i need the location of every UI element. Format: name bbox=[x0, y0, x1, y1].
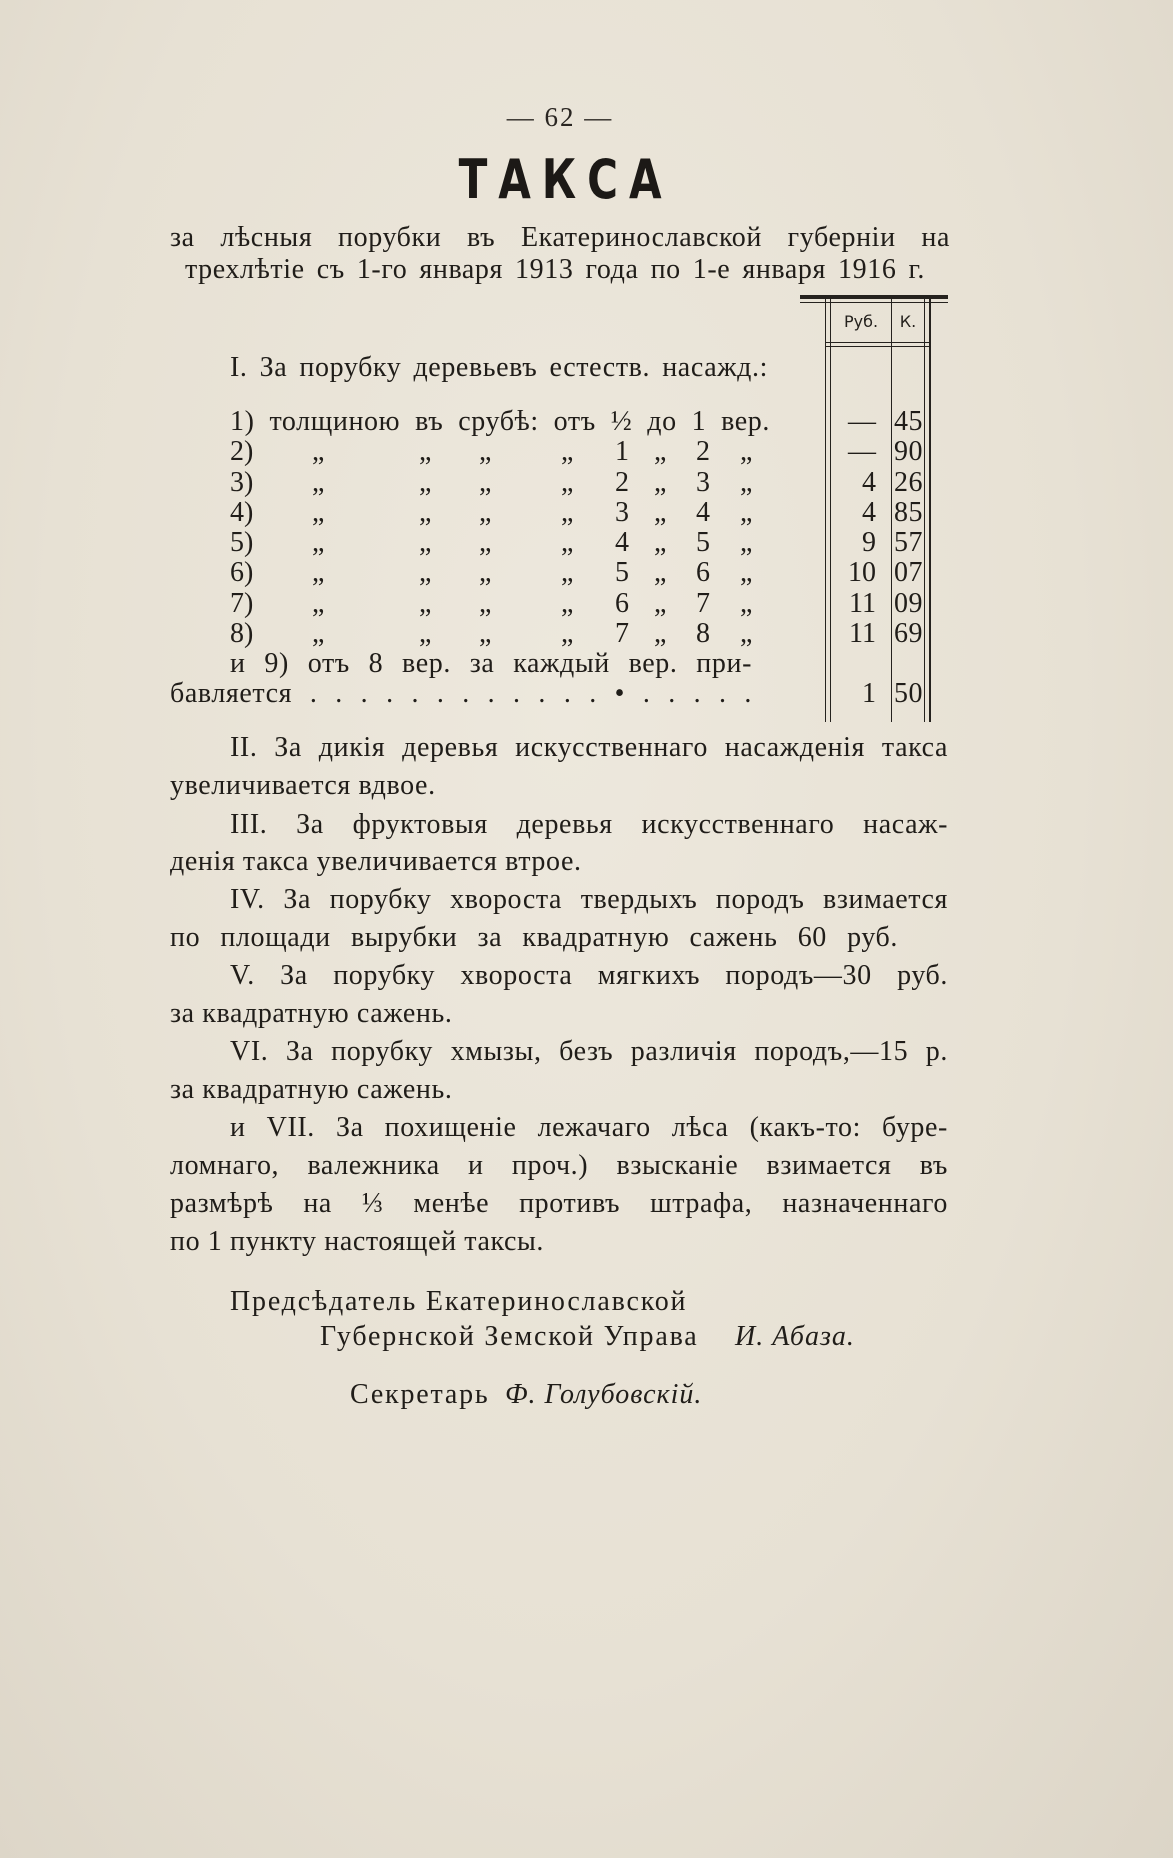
ditto-mark: „ bbox=[654, 436, 667, 467]
subtitle-line-2: трехлѣтіе съ 1-го января 1913 года по 1-е января 1916 г. bbox=[185, 254, 925, 285]
header-underline-2 bbox=[826, 346, 930, 347]
rubles-value: 9 bbox=[862, 527, 876, 558]
kopecks-value: 09 bbox=[894, 588, 923, 619]
table-top-rule-thin bbox=[800, 302, 948, 303]
ditto-mark: „ bbox=[479, 497, 492, 528]
kopecks-value: 69 bbox=[894, 618, 923, 649]
table-row bbox=[0, 647, 1173, 681]
ditto-mark: „ bbox=[740, 467, 753, 498]
ditto-mark: „ bbox=[419, 497, 432, 528]
table-row bbox=[0, 405, 1173, 439]
ditto-mark: „ bbox=[312, 467, 325, 498]
from-value: 2 bbox=[615, 467, 629, 498]
ditto-mark: „ bbox=[479, 588, 492, 619]
row-number: 7) bbox=[230, 588, 254, 619]
clause-line: III. За фруктовыя деревья искусственнаго насаж- bbox=[230, 809, 948, 840]
clause-line: по 1 пункту настоящей таксы. bbox=[170, 1226, 545, 1257]
clause-line: за квадратную сажень. bbox=[170, 998, 453, 1029]
ditto-mark: „ bbox=[312, 557, 325, 588]
to-value: 7 bbox=[696, 588, 710, 619]
row-description-continued: бавляется . . . . . . . . . . . . • . . . . . bbox=[170, 678, 752, 709]
from-value: 6 bbox=[615, 588, 629, 619]
ditto-mark: „ bbox=[419, 588, 432, 619]
clause-line: увеличивается вдвое. bbox=[170, 770, 436, 801]
ditto-mark: „ bbox=[561, 527, 574, 558]
row-number: 8) bbox=[230, 618, 254, 649]
clause-line: по площади вырубки за квадратную сажень 60 руб. bbox=[170, 922, 898, 953]
ditto-mark: „ bbox=[312, 436, 325, 467]
rubles-value: 11 bbox=[849, 588, 876, 619]
to-value: 6 bbox=[696, 557, 710, 588]
from-value: 5 bbox=[615, 557, 629, 588]
kopecks-value: 45 bbox=[894, 406, 923, 437]
from-value: 3 bbox=[615, 497, 629, 528]
rubles-value: 4 bbox=[862, 497, 876, 528]
ditto-mark: „ bbox=[479, 527, 492, 558]
table-row bbox=[0, 617, 1173, 651]
ditto-mark: „ bbox=[561, 436, 574, 467]
to-value: 4 bbox=[696, 497, 710, 528]
clause-line: ломнаго, валежника и проч.) взысканіе взимается въ bbox=[170, 1150, 948, 1181]
table-row bbox=[0, 556, 1173, 590]
chairman-title: Предсѣдатель Екатеринославской bbox=[230, 1286, 688, 1317]
rubles-value: — bbox=[848, 406, 876, 437]
ditto-mark: „ bbox=[312, 527, 325, 558]
chairman-organization: Губернской Земской Управа bbox=[320, 1321, 699, 1352]
table-row bbox=[0, 496, 1173, 530]
table-row bbox=[0, 677, 1173, 711]
ditto-mark: „ bbox=[561, 588, 574, 619]
from-value: 4 bbox=[615, 527, 629, 558]
to-value: 3 bbox=[696, 467, 710, 498]
ditto-mark: „ bbox=[740, 436, 753, 467]
ditto-mark: „ bbox=[419, 467, 432, 498]
table-row bbox=[0, 435, 1173, 469]
rubles-value: 1 bbox=[862, 678, 876, 709]
ditto-mark: „ bbox=[654, 588, 667, 619]
row-number: 3) bbox=[230, 467, 254, 498]
table-row bbox=[0, 466, 1173, 500]
ditto-mark: „ bbox=[740, 527, 753, 558]
kopecks-value: 90 bbox=[894, 436, 923, 467]
ditto-mark: „ bbox=[561, 467, 574, 498]
subtitle-line-1: за лѣсныя порубки въ Екатеринославской губерніи на bbox=[170, 222, 950, 253]
row-number: 5) bbox=[230, 527, 254, 558]
ditto-mark: „ bbox=[312, 618, 325, 649]
kopecks-value: 26 bbox=[894, 467, 923, 498]
ditto-mark: „ bbox=[419, 436, 432, 467]
clause-line: за квадратную сажень. bbox=[170, 1074, 453, 1105]
title-text: ТАКСА bbox=[458, 148, 673, 211]
row-description: и 9) отъ 8 вер. за каждый вер. при- bbox=[230, 648, 752, 679]
secretary-title: Секретарь bbox=[350, 1379, 490, 1410]
kopecks-column-header: К. bbox=[899, 312, 917, 331]
ditto-mark: „ bbox=[654, 467, 667, 498]
rubles-value: 10 bbox=[848, 557, 876, 588]
kopecks-value: 85 bbox=[894, 497, 923, 528]
ditto-mark: „ bbox=[654, 497, 667, 528]
to-value: 8 bbox=[696, 618, 710, 649]
rubles-value: — bbox=[848, 436, 876, 467]
from-value: 1 bbox=[615, 436, 629, 467]
section-heading: I. За порубку деревьевъ естеств. насажд.: bbox=[230, 352, 768, 383]
ditto-mark: „ bbox=[561, 497, 574, 528]
clause-line: и VII. За похищеніе лежачаго лѣса (какъ-то: буре- bbox=[230, 1112, 948, 1143]
ditto-mark: „ bbox=[479, 618, 492, 649]
ditto-mark: „ bbox=[312, 497, 325, 528]
ditto-mark: „ bbox=[740, 497, 753, 528]
ditto-mark: „ bbox=[740, 588, 753, 619]
kopecks-value: 57 bbox=[894, 527, 923, 558]
kopecks-value: 07 bbox=[894, 557, 923, 588]
row-description: 1) толщиною въ срубѣ: отъ ½ до 1 вер. bbox=[230, 406, 770, 437]
row-number: 4) bbox=[230, 497, 254, 528]
table-top-rule bbox=[800, 295, 948, 299]
clause-line: размѣрѣ на ⅓ менѣе противъ штрафа, назначеннаго bbox=[170, 1188, 948, 1219]
ditto-mark: „ bbox=[654, 618, 667, 649]
clause-line: V. За порубку хвороста мягкихъ породъ—30 руб. bbox=[230, 960, 948, 991]
ditto-mark: „ bbox=[561, 557, 574, 588]
page-number: — 62 — bbox=[506, 102, 614, 132]
table-row bbox=[0, 587, 1173, 621]
kopecks-value: 50 bbox=[894, 678, 923, 709]
to-value: 5 bbox=[696, 527, 710, 558]
table-row bbox=[0, 526, 1173, 560]
header-underline bbox=[826, 342, 930, 343]
rubles-value: 4 bbox=[862, 467, 876, 498]
ditto-mark: „ bbox=[312, 588, 325, 619]
row-number: 6) bbox=[230, 557, 254, 588]
ditto-mark: „ bbox=[740, 618, 753, 649]
secretary-name: Ф. Голубовскій. bbox=[505, 1379, 703, 1410]
ditto-mark: „ bbox=[740, 557, 753, 588]
clause-line: IV. За порубку хвороста твердыхъ породъ взимается bbox=[230, 884, 948, 915]
to-value: 2 bbox=[696, 436, 710, 467]
row-number: 2) bbox=[230, 436, 254, 467]
ditto-mark: „ bbox=[654, 527, 667, 558]
page-title bbox=[0, 150, 1120, 210]
clause-line: II. За дикія деревья искусственнаго насажденія такса bbox=[230, 732, 948, 763]
clause-line: VI. За порубку хмызы, безъ различія породъ,—15 р. bbox=[230, 1036, 948, 1067]
ditto-mark: „ bbox=[419, 527, 432, 558]
rubles-column-header: Руб. bbox=[843, 312, 879, 331]
clause-line: денія такса увеличивается втрое. bbox=[170, 846, 582, 877]
ditto-mark: „ bbox=[561, 618, 574, 649]
ditto-mark: „ bbox=[479, 557, 492, 588]
ditto-mark: „ bbox=[479, 467, 492, 498]
ditto-mark: „ bbox=[419, 618, 432, 649]
ditto-mark: „ bbox=[654, 557, 667, 588]
ditto-mark: „ bbox=[419, 557, 432, 588]
chairman-name: И. Абаза. bbox=[735, 1321, 855, 1352]
ditto-mark: „ bbox=[479, 436, 492, 467]
rubles-value: 11 bbox=[849, 618, 876, 649]
from-value: 7 bbox=[615, 618, 629, 649]
